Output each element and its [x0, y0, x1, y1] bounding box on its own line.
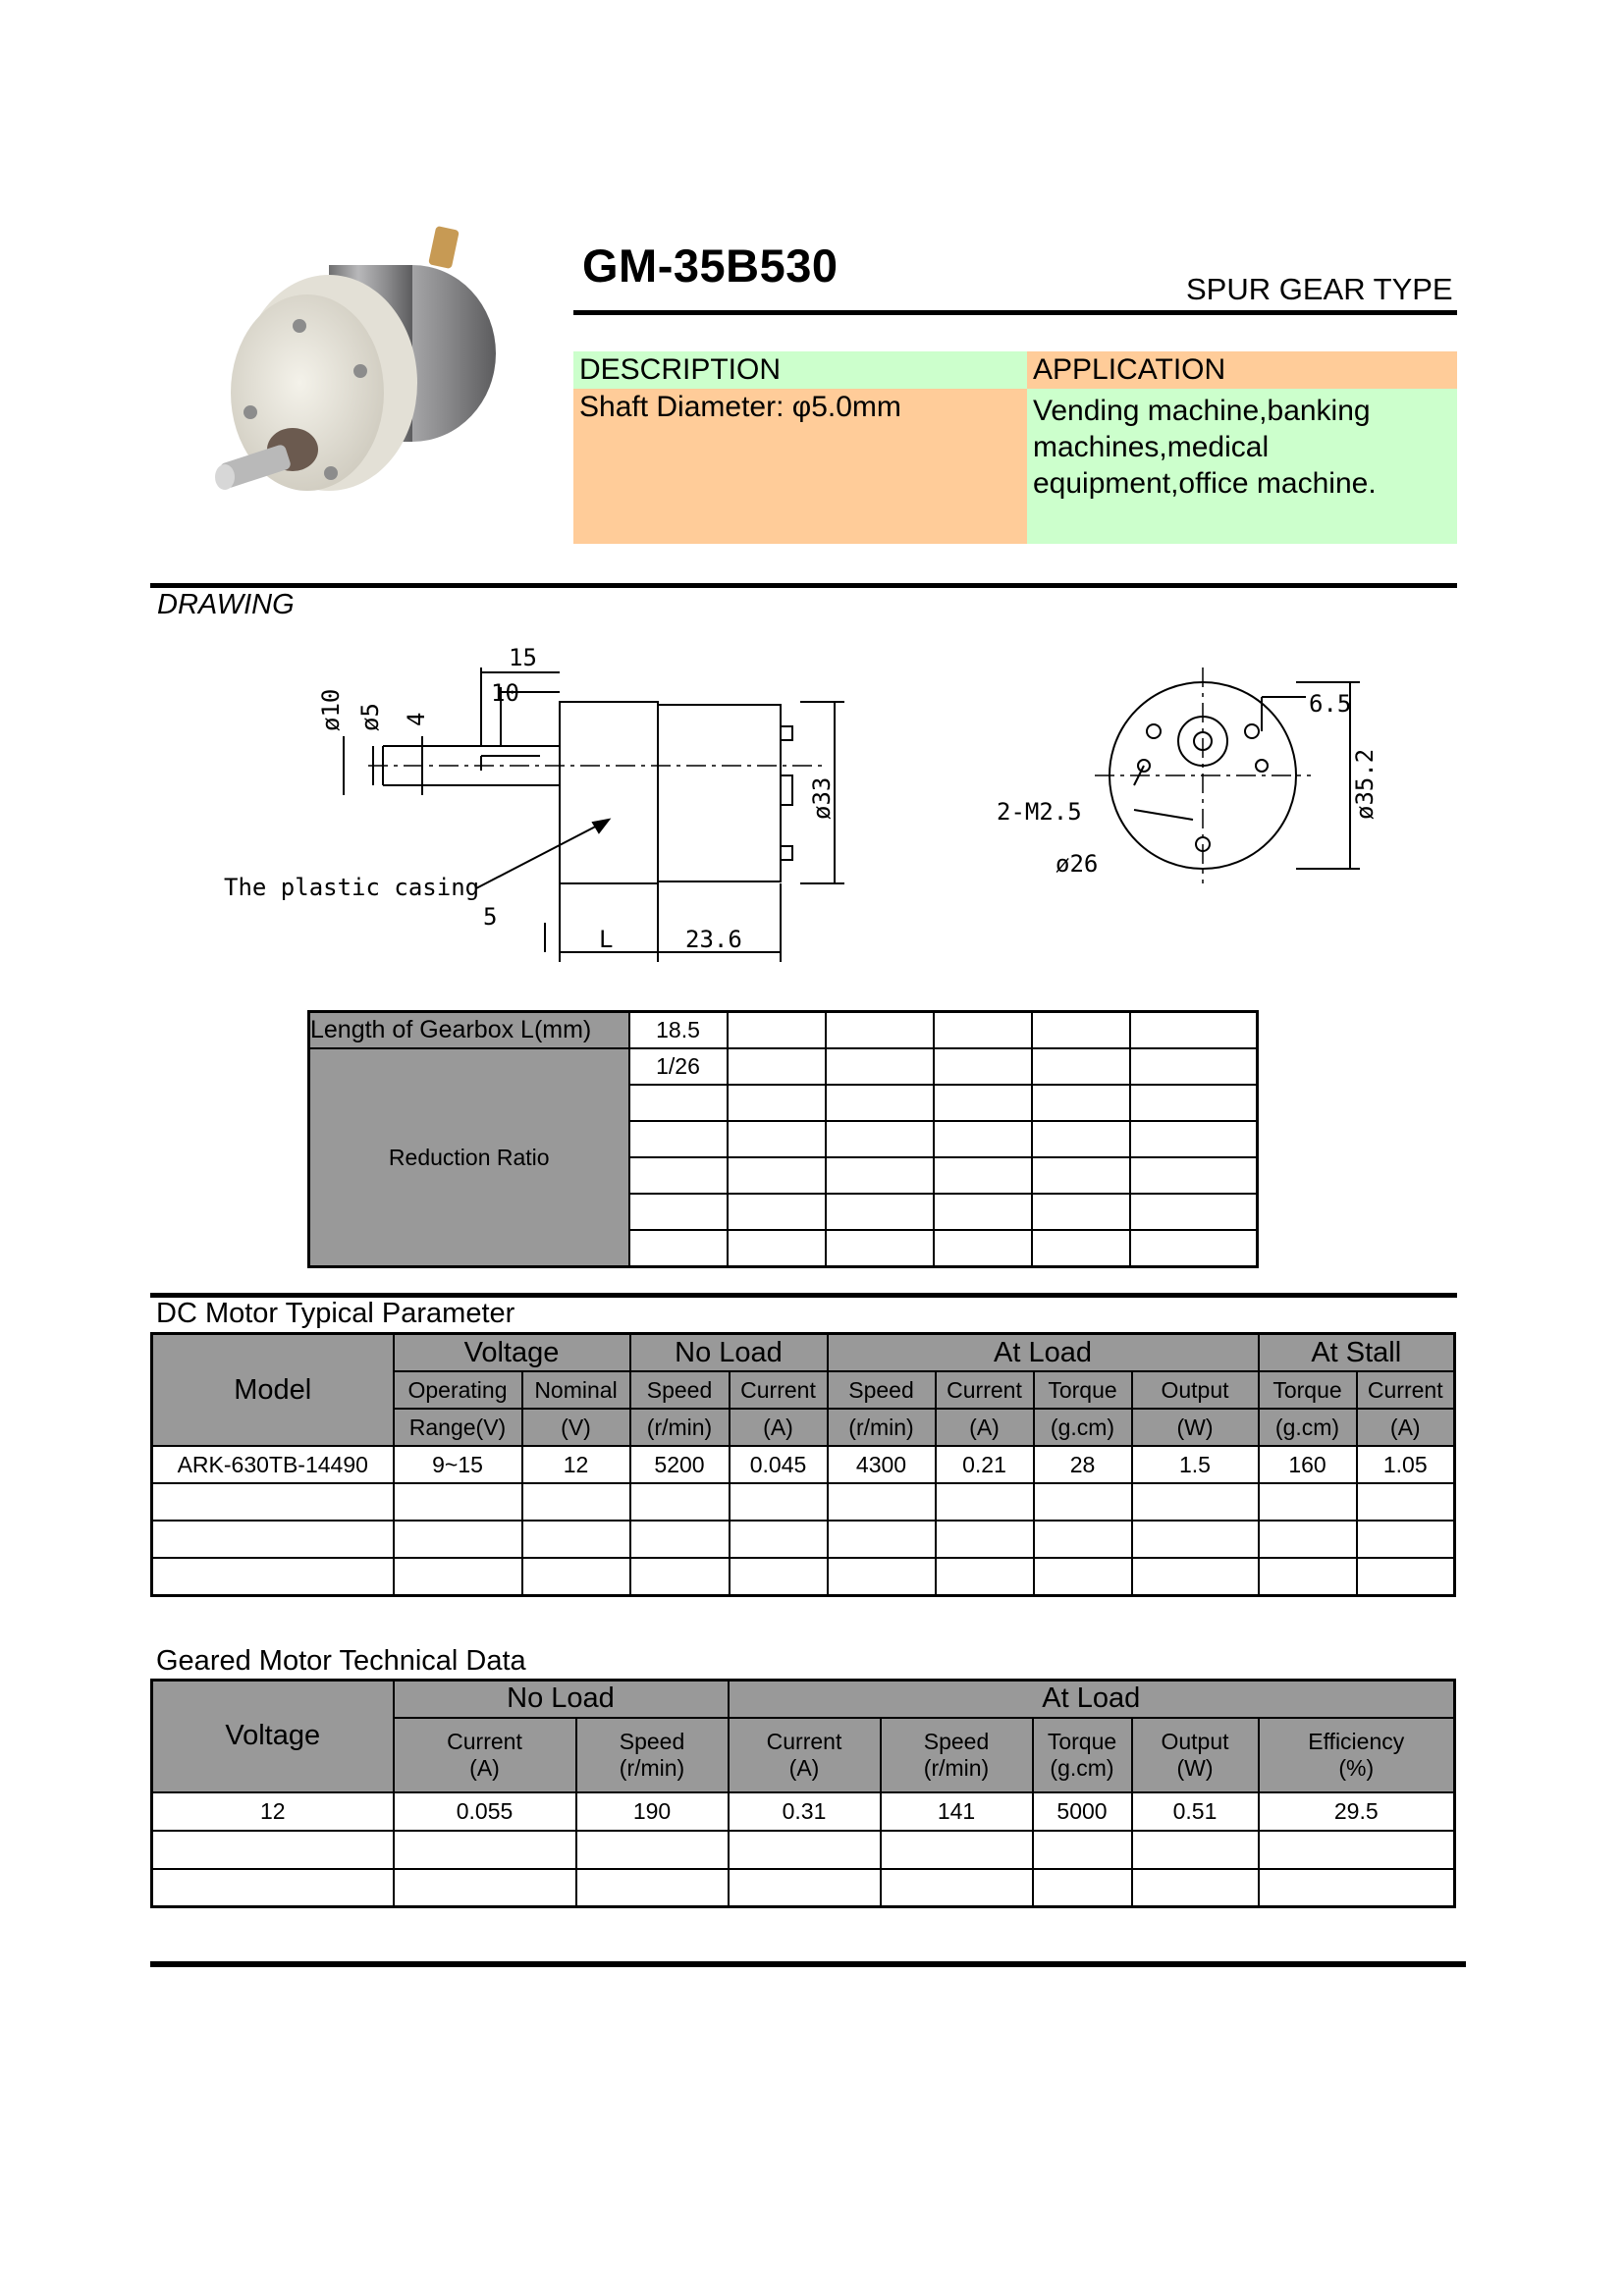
header-st-torque: Torque: [1259, 1371, 1357, 1409]
table-row: [152, 1521, 1455, 1558]
header-at-load: At Load: [828, 1334, 1259, 1372]
application-body: [1027, 389, 1457, 544]
unit-al-gcm: (g.cm): [1034, 1409, 1132, 1446]
header-voltage: Voltage: [152, 1681, 394, 1792]
header-nominal: Nominal: [522, 1371, 630, 1409]
header-st-current: Current: [1357, 1371, 1455, 1409]
header-al-current: Current (A): [729, 1718, 881, 1792]
cell-model: ARK-630TB-14490: [152, 1446, 394, 1483]
header-model: Model: [152, 1334, 394, 1447]
unit-v: (V): [522, 1409, 630, 1446]
unit-al-rmin: (r/min): [828, 1409, 936, 1446]
cell-al-speed: 4300: [828, 1446, 936, 1483]
reduction-ratio-label: Reduction Ratio: [309, 1048, 629, 1267]
dim-d10: ø10: [317, 688, 345, 731]
table-row: [152, 1483, 1455, 1521]
header-al-output: Output: [1132, 1371, 1259, 1409]
cell-nl-current: 0.045: [730, 1446, 828, 1483]
cell-al-output: 0.51: [1132, 1792, 1259, 1831]
table-row: [152, 1792, 1455, 1831]
dim-4: 4: [403, 712, 430, 726]
header-operating: Operating: [394, 1371, 522, 1409]
gearbox-length-value: 18.5: [629, 1012, 728, 1049]
table-row: [152, 1831, 1455, 1869]
header-at-stall: At Stall: [1259, 1334, 1455, 1372]
dim-d35-2: ø35.2: [1351, 748, 1379, 820]
application-header-text: APPLICATION: [1033, 353, 1226, 386]
bottom-rule: [150, 1961, 1466, 1967]
header-rule: [573, 310, 1457, 315]
gear-type-label: SPUR GEAR TYPE: [1186, 272, 1453, 306]
dc-motor-table: [150, 1332, 1456, 1597]
cell-nl-current: 0.055: [394, 1792, 576, 1831]
header-nl-current: Current (A): [394, 1718, 576, 1792]
header-range: Range(V): [394, 1409, 522, 1446]
drawing-rule: [150, 583, 1457, 588]
unit-st-a: (A): [1357, 1409, 1455, 1446]
reduction-ratio-value: 1/26: [629, 1048, 728, 1085]
cell-efficiency: 29.5: [1259, 1792, 1455, 1831]
header-at-load: At Load: [729, 1681, 1455, 1718]
table-row: [152, 1334, 1455, 1372]
dim-6-5: 6.5: [1309, 690, 1352, 718]
casing-label: The plastic casing: [224, 874, 480, 901]
dim-5: 5: [483, 903, 498, 931]
header-nl-speed: Speed (r/min): [576, 1718, 729, 1792]
drawing-label: DRAWING: [157, 589, 295, 620]
description-header: [573, 351, 1027, 389]
header-al-output: Output (W): [1132, 1718, 1259, 1792]
header-nl-current: Current: [730, 1371, 828, 1409]
table-row: [152, 1681, 1455, 1718]
table-row: [309, 1012, 1258, 1049]
product-title: GM-35B530: [582, 240, 839, 292]
header-efficiency: Efficiency (%): [1259, 1718, 1455, 1792]
header-no-load: No Load: [394, 1681, 729, 1718]
unit-al-a: (A): [936, 1409, 1034, 1446]
dc-motor-title: DC Motor Typical Parameter: [156, 1298, 515, 1329]
description-body: [573, 389, 1027, 544]
dim-L: L: [599, 926, 614, 953]
header-al-torque: Torque: [1034, 1371, 1132, 1409]
cell-st-torque: 160: [1259, 1446, 1357, 1483]
cell-al-torque: 5000: [1033, 1792, 1132, 1831]
technical-drawing: [196, 638, 1424, 972]
cell-nominal: 12: [522, 1446, 630, 1483]
dim-2-m2-5: 2-M2.5: [997, 798, 1082, 826]
description-text: Shaft Diameter: φ5.0mm: [579, 391, 901, 423]
gearbox-length-label: Length of Gearbox L(mm): [309, 1012, 629, 1049]
header-al-current: Current: [936, 1371, 1034, 1409]
header-al-speed: Speed: [828, 1371, 936, 1409]
header-no-load: No Load: [630, 1334, 828, 1372]
cell-voltage: 12: [152, 1792, 394, 1831]
dim-d26: ø26: [1056, 850, 1099, 878]
geared-motor-table: [150, 1679, 1456, 1908]
header-nl-speed: Speed: [630, 1371, 730, 1409]
cell-al-current: 0.31: [729, 1792, 881, 1831]
application-text: Vending machine,banking machines,medical equipment,office machine.: [1033, 395, 1377, 500]
dim-d5: ø5: [356, 703, 384, 731]
geared-motor-title: Geared Motor Technical Data: [156, 1645, 526, 1677]
cell-st-current: 1.05: [1357, 1446, 1455, 1483]
table-row: [152, 1558, 1455, 1596]
application-header: [1027, 351, 1457, 389]
description-header-text: DESCRIPTION: [579, 353, 782, 386]
cell-al-torque: 28: [1034, 1446, 1132, 1483]
table-row: [152, 1446, 1455, 1483]
table-row: [309, 1048, 1258, 1085]
cell-range: 9~15: [394, 1446, 522, 1483]
motor-photo: [191, 216, 530, 530]
unit-al-w: (W): [1132, 1409, 1259, 1446]
dim-23-6: 23.6: [685, 926, 742, 953]
dim-15: 15: [509, 644, 537, 671]
cell-nl-speed: 190: [576, 1792, 729, 1831]
gearbox-table: [307, 1010, 1259, 1268]
cell-al-current: 0.21: [936, 1446, 1034, 1483]
unit-st-gcm: (g.cm): [1259, 1409, 1357, 1446]
cell-al-output: 1.5: [1132, 1446, 1259, 1483]
header-al-torque: Torque (g.cm): [1033, 1718, 1132, 1792]
header-al-speed: Speed (r/min): [881, 1718, 1033, 1792]
cell-nl-speed: 5200: [630, 1446, 730, 1483]
dim-d33: ø33: [808, 776, 836, 820]
unit-nl-a: (A): [730, 1409, 828, 1446]
dim-10: 10: [491, 679, 519, 707]
header-voltage: Voltage: [394, 1334, 630, 1372]
cell-al-speed: 141: [881, 1792, 1033, 1831]
unit-nl-rmin: (r/min): [630, 1409, 730, 1446]
table-row: [152, 1869, 1455, 1907]
